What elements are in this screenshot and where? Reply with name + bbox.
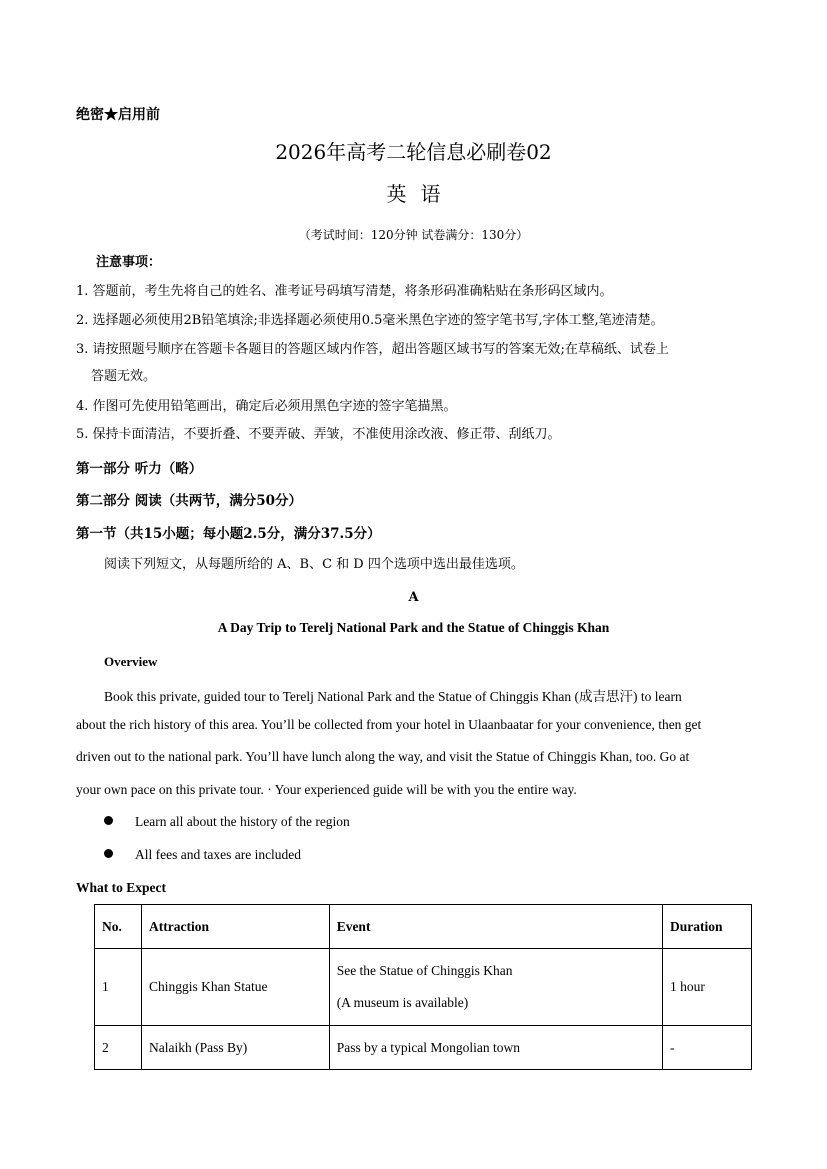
bullet-text: Learn all about the history of the region bbox=[135, 814, 350, 829]
notice-heading: 注意事项： bbox=[96, 255, 162, 270]
section-one-heading: 第一节（共15小题；每小题2.5分，满分37.5分） bbox=[76, 526, 381, 542]
passage-label: A bbox=[408, 590, 419, 605]
header-duration: Duration bbox=[663, 905, 752, 949]
notice-item: 答题无效。 bbox=[91, 369, 157, 384]
exam-info: （考试时间：120分钟 试卷满分：130分） bbox=[298, 228, 529, 242]
cell-duration: 1 hour bbox=[663, 949, 752, 1026]
bullet-item bbox=[104, 847, 301, 863]
paper-title: 2026年高考二轮信息必刷卷02 bbox=[275, 140, 552, 164]
table-header-row bbox=[95, 905, 752, 949]
notice-item: 4. 作图可先使用铅笔画出，确定后必须用黑色字迹的签字笔描黑。 bbox=[76, 399, 457, 414]
cell-duration: - bbox=[663, 1026, 752, 1070]
header-no: No. bbox=[95, 905, 142, 949]
attractions-table bbox=[94, 904, 752, 1070]
cell-attraction: Nalaikh (Pass By) bbox=[141, 1026, 329, 1070]
confidential-label: 绝密★启用前 bbox=[76, 107, 160, 123]
passage-line: Book this private, guided tour to Terelj National Park and the Statue of Chinggis Khan (成吉思汗) to learn bbox=[104, 689, 682, 704]
notice-item: 5. 保持卡面清洁，不要折叠、不要弄破、弄皱，不准使用涂改液、修正带、刮纸刀。 bbox=[76, 427, 561, 442]
table-row bbox=[95, 1026, 752, 1070]
notice-item: 1. 答题前，考生先将自己的姓名、准考证号码填写清楚，将条形码准确粘贴在条形码区域内。 bbox=[76, 284, 613, 299]
notice-item: 2. 选择题必须使用2B铅笔填涂;非选择题必须使用0.5毫米黑色字迹的签字笔书写,字体工整,笔迹清楚。 bbox=[76, 313, 664, 328]
notice-item: 3. 请按照题号顺序在答题卡各题目的答题区域内作答，超出答题区域书写的答案无效;在草稿纸、试卷上 bbox=[76, 342, 669, 357]
part-one-heading: 第一部分 听力（略） bbox=[76, 461, 203, 477]
passage-line: about the rich history of this area. You’ll be collected from your hotel in Ulaanbaatar for your convenience, then get bbox=[76, 717, 702, 732]
bullet-text: All fees and taxes are included bbox=[135, 847, 302, 862]
bullet-dot-icon bbox=[104, 816, 113, 825]
passage-line: your own pace on this private tour. · Your experienced guide will be with you the entire way. bbox=[76, 782, 577, 797]
bullet-item bbox=[104, 814, 350, 830]
passage-title: A Day Trip to Terelj National Park and the Statue of Chinggis Khan bbox=[217, 620, 610, 635]
cell-event: Pass by a typical Mongolian town bbox=[329, 1026, 662, 1070]
cell-no: 2 bbox=[95, 1026, 142, 1070]
table-row bbox=[95, 949, 752, 1026]
bullet-dot-icon bbox=[104, 849, 113, 858]
event-line: (A museum is available) bbox=[336, 995, 469, 1010]
cell-attraction: Chinggis Khan Statue bbox=[141, 949, 329, 1026]
header-event: Event bbox=[329, 905, 662, 949]
overview-heading: Overview bbox=[104, 654, 158, 669]
header-attraction: Attraction bbox=[141, 905, 329, 949]
cell-event bbox=[329, 949, 662, 1026]
part-two-heading: 第二部分 阅读（共两节，满分50分） bbox=[76, 493, 302, 509]
reading-instruction: 阅读下列短文，从每题所给的 A、B、C 和 D 四个选项中选出最佳选项。 bbox=[104, 557, 524, 572]
cell-no: 1 bbox=[95, 949, 142, 1026]
passage-line: driven out to the national park. You’ll have lunch along the way, and visit the Statue of Chinggis Khan, too. Go at bbox=[76, 749, 690, 764]
subject-title: 英语 bbox=[386, 182, 455, 206]
event-line: See the Statue of Chinggis Khan bbox=[336, 963, 513, 978]
what-to-expect-heading: What to Expect bbox=[76, 880, 166, 895]
